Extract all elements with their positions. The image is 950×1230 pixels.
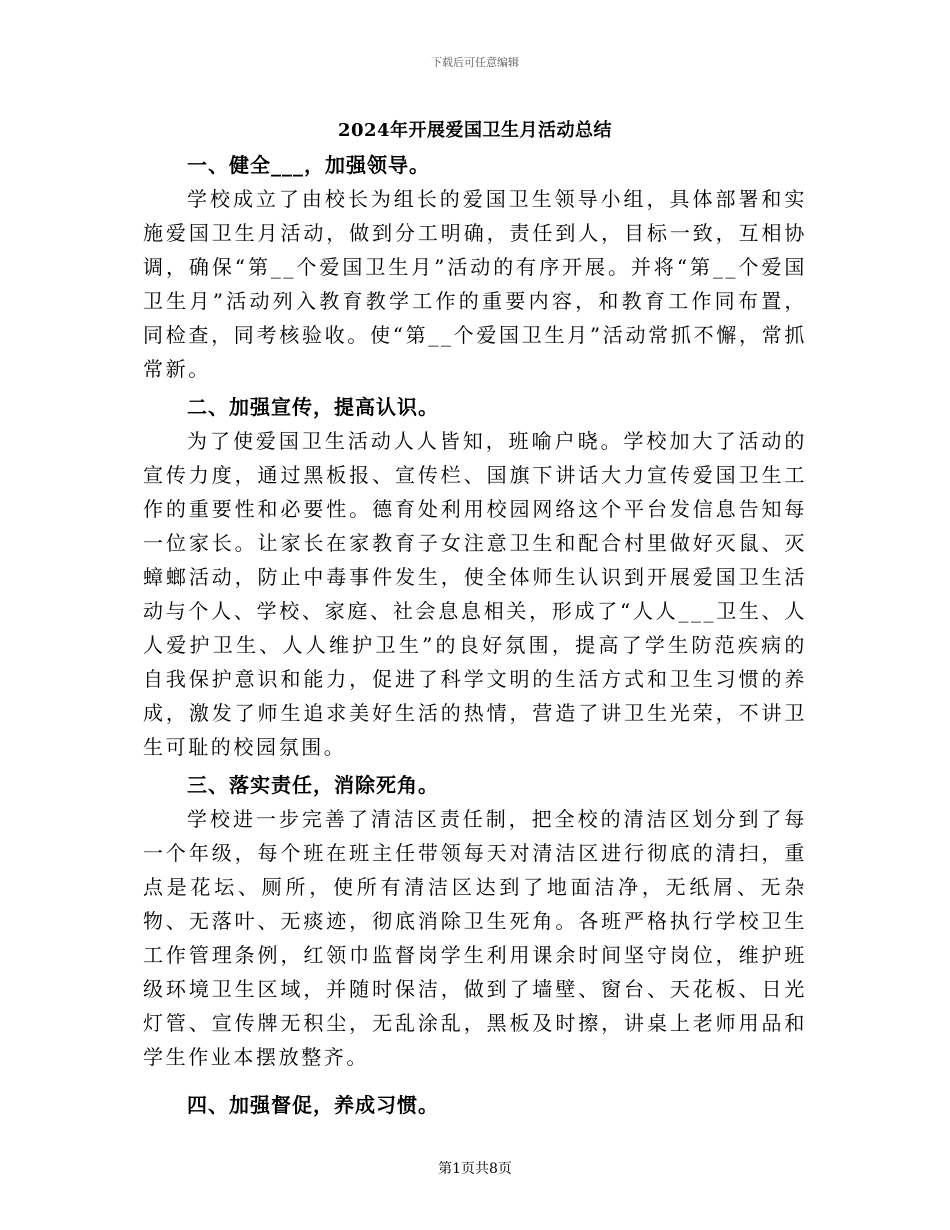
document-title: 2024年开展爱国卫生月活动总结 <box>337 120 613 141</box>
section-paragraph: 为了使爱国卫生活动人人皆知，班喻户晓。学校加大了活动的宣传力度，通过黑板报、宣传栏、国旗下讲话大力宣传爱国卫生工作的重要性和必要性。德育处利用校园网络这个平台发信息告知每一位家长。让家长在家教育子女注意卫生和配合村里做好灭鼠、灭蟑螂活动，防止中毒事件发生，使全体师生认识到开展爱国卫生活动与个人、学校、家庭、社会息息相关，形成了“人人___卫生、人人爱护卫生、人人维护卫生”的良好氛围，提高了学生防范疾病的自我保护意识和能力，促进了科学文明的生活方式和卫生习惯的养成，激发了师生追求美好生活的热情，营造了讲卫生光荣，不讲卫生可耻的校园氛围。 <box>143 429 807 759</box>
page-footer: 第1页共8页 <box>438 1161 512 1177</box>
section-heading: 四、加强督促，养成习惯。 <box>187 1093 439 1117</box>
section-paragraph: 学校成立了由校长为组长的爱国卫生领导小组，具体部署和实施爱国卫生月活动，做到分工明确，责任到人，目标一致，互相协调，确保“第__个爱国卫生月”活动的有序开展。并将“第__个爱国卫生月”活动列入教育教学工作的重要内容，和教育工作同布置，同检查，同考核验收。使“第__个爱国卫生月”活动常抓不懈，常抓常新。 <box>143 187 807 381</box>
header-note: 下载后可任意编辑 <box>431 56 519 69</box>
section-3 <box>143 768 807 1074</box>
section-heading: 二、加强宣传，提高认识。 <box>187 395 439 419</box>
section-heading: 三、落实责任，消除死角。 <box>187 773 439 797</box>
section-paragraph: 学校进一步完善了清洁区责任制，把全校的清洁区划分到了每一个年级，每个班在班主任带领每天对清洁区进行彻底的清扫，重点是花坛、厕所，使所有清洁区达到了地面洁净，无纸屑、无杂物、无落叶、无痰迹，彻底消除卫生死角。各班严格执行学校卫生工作管理条例，红领巾监督岗学生利用课余时间坚守岗位，维护班级环境卫生区域，并随时保洁，做到了墙壁、窗台、天花板、日光灯管、宣传牌无积尘，无乱涂乱，黑板及时擦，讲桌上老师用品和学生作业本摆放整齐。 <box>143 807 807 1069</box>
section-2 <box>143 390 807 764</box>
section-4 <box>143 1088 807 1122</box>
section-heading: 一、健全___，加强领导。 <box>187 153 430 177</box>
document-body <box>143 148 807 1126</box>
section-1 <box>143 148 807 386</box>
